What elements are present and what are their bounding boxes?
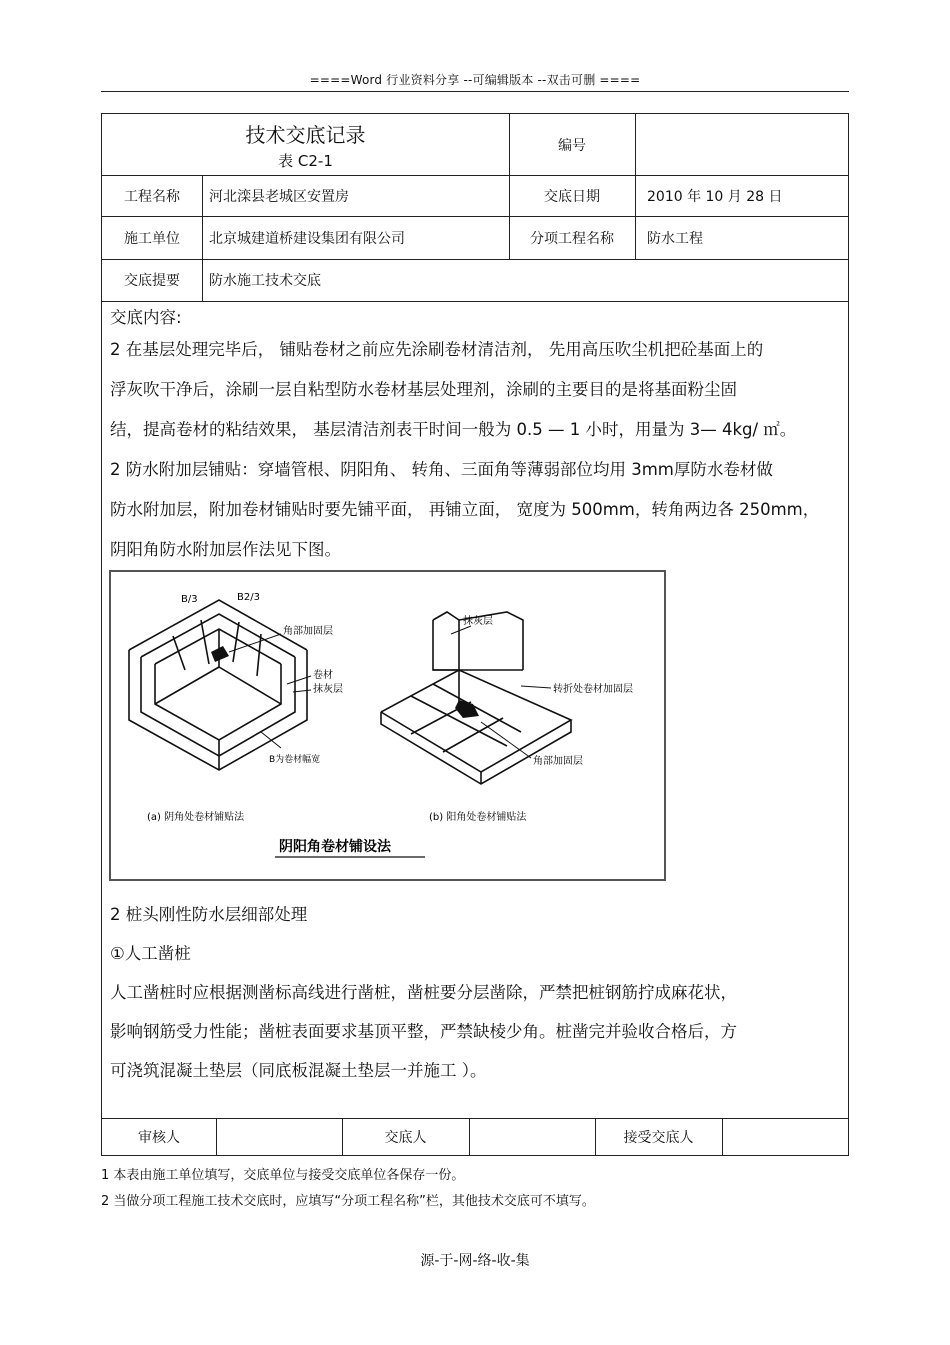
row-divider (102, 301, 848, 302)
content-line: 2 在基层处理完毕后， 铺贴卷材之前应先涂刷卷材清洁剂， 先用高压吹尘机把砼基面上的 (110, 340, 764, 359)
label-corner-left: 角部加固层 (283, 626, 333, 637)
sub-project-label: 分项工程名称 (530, 230, 614, 247)
reviewer-value (216, 1118, 342, 1155)
inside-leader-lines (229, 634, 311, 748)
inside-corner-drawing (129, 600, 307, 770)
project-name-value: 河北滦县老城区安置房 (209, 188, 349, 205)
number-label: 编号 (558, 137, 586, 154)
figure-title: 阴阳角卷材铺设法 (279, 839, 391, 855)
inside-corner-reinforcement (211, 646, 229, 662)
label-b23: B2/3 (237, 592, 260, 603)
corner-membrane-diagram (109, 570, 666, 881)
content-line: 结，提高卷材的粘结效果， 基层清洁剂表干时间一般为 0.5 — 1 小时，用量为 3— 4kg/ ㎡。 (110, 420, 797, 439)
content-line: 防水附加层，附加卷材铺贴时要先铺平面， 再铺立面， 宽度为 500mm，转角两边各 250mm， (110, 500, 820, 519)
reviewer-label: 审核人 (138, 1129, 180, 1146)
content-line: ①人工凿桩 (110, 944, 191, 963)
summary-label: 交底提要 (124, 273, 180, 289)
contractor-label: 施工单位 (124, 230, 180, 247)
header-rule (101, 91, 849, 92)
page-header-banner: ====Word 行业资料分享 --可编辑版本 --双击可删 ==== (309, 73, 641, 87)
content-line: 人工凿桩时应根据测凿标高线进行凿桩，凿桩要分层凿除，严禁把桩钢筋拧成麻花状， (110, 983, 737, 1002)
label-turn: 转折处卷材加固层 (553, 684, 633, 695)
content-label: 交底内容: (110, 308, 182, 327)
discloser-value (469, 1118, 595, 1155)
content-line: 2 桩头刚性防水层细部处理 (110, 905, 308, 924)
number-value (642, 114, 842, 175)
label-width: B为卷材幅宽 (269, 755, 321, 765)
contractor-value: 北京城建道桥建设集团有限公司 (209, 230, 405, 247)
label-plaster-right: 抹灰层 (463, 616, 493, 627)
footnote-2: 2 当做分项工程施工技术交底时，应填写“分项工程名称”栏，其他技术交底可不填写。 (101, 1194, 595, 1209)
receiver-label: 接受交底人 (623, 1129, 694, 1146)
record-form-number: 表 C2-1 (278, 151, 333, 170)
date-label: 交底日期 (544, 188, 600, 205)
caption-left: (a) 阴角处卷材铺贴法 (147, 812, 245, 823)
outside-corner-reinforcement (455, 700, 479, 718)
content-line: 2 防水附加层铺贴：穿墙管根、阴阳角、 转角、三面角等薄弱部位均用 3mm厚防水卷材做 (110, 460, 773, 479)
content-line: 影响钢筋受力性能；凿桩表面要求基顶平整，严禁缺棱少角。桩凿完并验收合格后，方 (110, 1022, 737, 1041)
date-value: 2010 年 10 月 28 日 (647, 188, 783, 205)
content-line: 阴阳角防水附加层作法见下图。 (110, 540, 341, 559)
discloser-label: 交底人 (384, 1129, 427, 1146)
summary-value: 防水施工技术交底 (209, 273, 321, 289)
footnote-1: 1 本表由施工单位填写，交底单位与接受交底单位各保存一份。 (101, 1168, 465, 1183)
record-title: 技术交底记录 (245, 122, 366, 147)
content-line: 可浇筑混凝土垫层（同底板混凝土垫层一并施工 ）。 (110, 1061, 487, 1080)
sub-project-value: 防水工程 (647, 230, 703, 247)
label-corner-right: 角部加固层 (533, 756, 583, 767)
caption-right: (b) 阳角处卷材铺贴法 (429, 812, 527, 823)
project-name-label: 工程名称 (124, 188, 180, 205)
col-divider (202, 175, 203, 301)
col-divider (635, 114, 636, 259)
label-b3: B/3 (181, 594, 198, 605)
page-footer: 源-于-网-络-收-集 (420, 1253, 530, 1269)
label-membrane: 卷材 (313, 670, 333, 681)
receiver-value (722, 1118, 848, 1155)
corner-membrane-svg (111, 572, 664, 879)
label-plaster-left: 抹灰层 (313, 684, 343, 695)
content-line: 浮灰吹干净后，涂刷一层自粘型防水卷材基层处理剂，涂刷的主要目的是将基面粉尘固 (110, 380, 737, 399)
